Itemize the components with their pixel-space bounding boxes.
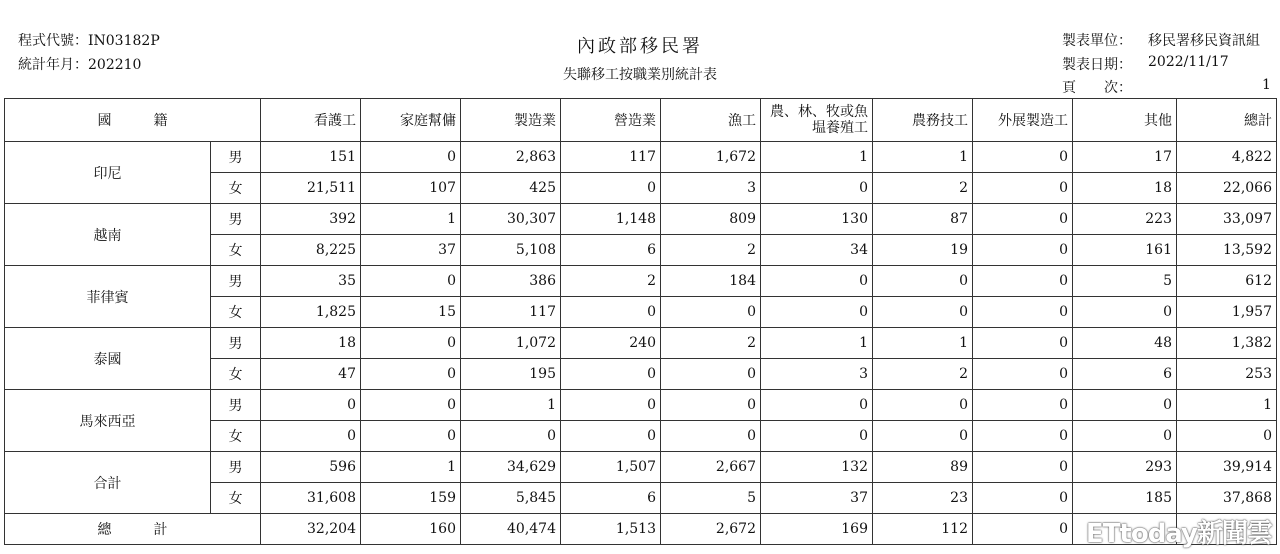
manufacturing-grand-total: 40,474 xyxy=(461,514,561,545)
manufacturing-value: 30,307 xyxy=(461,204,561,235)
caregiver-value: 35 xyxy=(261,266,361,297)
construction-value: 0 xyxy=(561,390,661,421)
other-value: 6 xyxy=(1073,359,1177,390)
caregiver-value: 47 xyxy=(261,359,361,390)
sex-cell: 男 xyxy=(211,452,261,483)
table-row xyxy=(5,390,1277,421)
sex-cell: 男 xyxy=(211,266,261,297)
sex-cell: 男 xyxy=(211,328,261,359)
grand-total-label: 總 計 xyxy=(5,514,261,545)
total-value: 33,097 xyxy=(1177,204,1277,235)
outreach-manufacturing-value: 0 xyxy=(973,483,1073,514)
domestic-helper-value: 1 xyxy=(361,204,461,235)
stat-month: 統計年月：202210 xyxy=(18,57,142,73)
agriculture-value: 34 xyxy=(761,235,873,266)
caregiver-value: 1,825 xyxy=(261,297,361,328)
agriculture-value: 0 xyxy=(761,173,873,204)
nationality-cell: 合計 xyxy=(5,452,211,514)
farm-technician-value: 1 xyxy=(873,328,973,359)
agriculture-value: 132 xyxy=(761,452,873,483)
manufacturing-value: 2,863 xyxy=(461,142,561,173)
fishery-value: 184 xyxy=(661,266,761,297)
caregiver-value: 0 xyxy=(261,421,361,452)
caregiver-value: 151 xyxy=(261,142,361,173)
total-value: 22,066 xyxy=(1177,173,1277,204)
agriculture-value: 1 xyxy=(761,142,873,173)
domestic-helper-value: 0 xyxy=(361,390,461,421)
outreach-manufacturing-grand-total: 0 xyxy=(973,514,1073,545)
domestic-helper-value: 0 xyxy=(361,266,461,297)
sex-cell: 女 xyxy=(211,235,261,266)
other-value: 0 xyxy=(1073,390,1177,421)
fishery-grand-total: 2,672 xyxy=(661,514,761,545)
other-value: 18 xyxy=(1073,173,1177,204)
construction-value: 6 xyxy=(561,235,661,266)
construction-value: 6 xyxy=(561,483,661,514)
agriculture-value: 130 xyxy=(761,204,873,235)
caregiver-value: 18 xyxy=(261,328,361,359)
agriculture-value: 0 xyxy=(761,297,873,328)
manufacturing-value: 117 xyxy=(461,297,561,328)
fishery-value: 2,667 xyxy=(661,452,761,483)
table-row xyxy=(5,204,1277,235)
domestic-helper-value: 37 xyxy=(361,235,461,266)
farm-technician-value: 2 xyxy=(873,359,973,390)
other-value: 293 xyxy=(1073,452,1177,483)
col-fishery: 漁工 xyxy=(661,99,761,142)
construction-grand-total: 1,513 xyxy=(561,514,661,545)
farm-technician-value: 2 xyxy=(873,173,973,204)
farm-technician-value: 87 xyxy=(873,204,973,235)
table-row xyxy=(5,328,1277,359)
sex-cell: 男 xyxy=(211,204,261,235)
sex-cell: 女 xyxy=(211,359,261,390)
col-outreach-manufacturing: 外展製造工 xyxy=(973,99,1073,142)
other-value: 48 xyxy=(1073,328,1177,359)
domestic-helper-value: 0 xyxy=(361,328,461,359)
manufacturing-value: 195 xyxy=(461,359,561,390)
outreach-manufacturing-value: 0 xyxy=(973,359,1073,390)
farm-technician-value: 1 xyxy=(873,142,973,173)
outreach-manufacturing-value: 0 xyxy=(973,390,1073,421)
construction-value: 0 xyxy=(561,173,661,204)
manufacturing-value: 0 xyxy=(461,421,561,452)
statistics-table xyxy=(4,98,1277,545)
farm-technician-value: 0 xyxy=(873,297,973,328)
fishery-value: 0 xyxy=(661,390,761,421)
domestic-helper-value: 0 xyxy=(361,421,461,452)
report-title: 失聯移工按職業別統計表 xyxy=(563,67,717,83)
manufacturing-value: 425 xyxy=(461,173,561,204)
nationality-cell: 馬來西亞 xyxy=(5,390,211,452)
col-manufacturing: 製造業 xyxy=(461,99,561,142)
construction-value: 240 xyxy=(561,328,661,359)
other-value: 223 xyxy=(1073,204,1177,235)
total-value: 37,868 xyxy=(1177,483,1277,514)
other-value: 17 xyxy=(1073,142,1177,173)
total-value: 612 xyxy=(1177,266,1277,297)
fishery-value: 5 xyxy=(661,483,761,514)
total-value: 13,592 xyxy=(1177,235,1277,266)
domestic-helper-value: 1 xyxy=(361,452,461,483)
outreach-manufacturing-value: 0 xyxy=(973,173,1073,204)
total-value: 1,382 xyxy=(1177,328,1277,359)
program-code: 程式代號：IN03182P xyxy=(18,33,160,49)
domestic-helper-value: 107 xyxy=(361,173,461,204)
nationality-cell: 越南 xyxy=(5,204,211,266)
construction-value: 2 xyxy=(561,266,661,297)
farm-technician-value: 19 xyxy=(873,235,973,266)
unit-label: 製表單位： xyxy=(1062,33,1132,49)
outreach-manufacturing-value: 0 xyxy=(973,266,1073,297)
caregiver-grand-total: 32,204 xyxy=(261,514,361,545)
fishery-value: 0 xyxy=(661,297,761,328)
page-label: 頁 次： xyxy=(1062,80,1132,96)
outreach-manufacturing-value: 0 xyxy=(973,235,1073,266)
manufacturing-value: 1 xyxy=(461,390,561,421)
agriculture-value: 0 xyxy=(761,421,873,452)
total-value: 1,957 xyxy=(1177,297,1277,328)
other-value: 5 xyxy=(1073,266,1177,297)
date-value: 2022/11/17 xyxy=(1148,54,1229,70)
date-label: 製表日期： xyxy=(1062,57,1132,73)
total-value: 253 xyxy=(1177,359,1277,390)
construction-value: 0 xyxy=(561,297,661,328)
caregiver-value: 8,225 xyxy=(261,235,361,266)
fishery-value: 0 xyxy=(661,359,761,390)
nationality-cell: 菲律賓 xyxy=(5,266,211,328)
domestic-helper-grand-total: 160 xyxy=(361,514,461,545)
total-value: 39,914 xyxy=(1177,452,1277,483)
construction-value: 1,148 xyxy=(561,204,661,235)
sex-cell: 女 xyxy=(211,483,261,514)
col-other: 其他 xyxy=(1073,99,1177,142)
col-total: 總計 xyxy=(1177,99,1277,142)
construction-value: 117 xyxy=(561,142,661,173)
fishery-value: 3 xyxy=(661,173,761,204)
manufacturing-value: 386 xyxy=(461,266,561,297)
manufacturing-value: 1,072 xyxy=(461,328,561,359)
construction-value: 0 xyxy=(561,359,661,390)
fishery-value: 809 xyxy=(661,204,761,235)
agriculture-value: 3 xyxy=(761,359,873,390)
nationality-cell: 印尼 xyxy=(5,142,211,204)
manufacturing-value: 5,845 xyxy=(461,483,561,514)
farm-technician-value: 0 xyxy=(873,421,973,452)
caregiver-value: 21,511 xyxy=(261,173,361,204)
farm-technician-value: 23 xyxy=(873,483,973,514)
agriculture-value: 0 xyxy=(761,390,873,421)
manufacturing-value: 34,629 xyxy=(461,452,561,483)
sex-cell: 女 xyxy=(211,297,261,328)
total-value: 1 xyxy=(1177,390,1277,421)
total-value: 0 xyxy=(1177,421,1277,452)
farm-technician-value: 89 xyxy=(873,452,973,483)
fishery-value: 2 xyxy=(661,235,761,266)
other-value: 0 xyxy=(1073,297,1177,328)
other-value: 185 xyxy=(1073,483,1177,514)
domestic-helper-value: 15 xyxy=(361,297,461,328)
table-body xyxy=(5,142,1277,545)
table-row xyxy=(5,452,1277,483)
caregiver-value: 392 xyxy=(261,204,361,235)
other-value: 161 xyxy=(1073,235,1177,266)
outreach-manufacturing-value: 0 xyxy=(973,452,1073,483)
caregiver-value: 596 xyxy=(261,452,361,483)
domestic-helper-value: 0 xyxy=(361,359,461,390)
col-caregiver: 看護工 xyxy=(261,99,361,142)
table-row xyxy=(5,142,1277,173)
caregiver-value: 31,608 xyxy=(261,483,361,514)
total-value: 4,822 xyxy=(1177,142,1277,173)
col-nationality: 國 籍 xyxy=(5,99,261,142)
caregiver-value: 0 xyxy=(261,390,361,421)
col-domestic-helper: 家庭幫傭 xyxy=(361,99,461,142)
unit-value: 移民署移民資訊組 xyxy=(1148,33,1260,49)
watermark-logo: ETtoday新聞雲 xyxy=(1085,519,1272,549)
farm-technician-value: 0 xyxy=(873,266,973,297)
agriculture-grand-total: 169 xyxy=(761,514,873,545)
col-construction: 營造業 xyxy=(561,99,661,142)
other-value: 0 xyxy=(1073,421,1177,452)
manufacturing-value: 5,108 xyxy=(461,235,561,266)
sex-cell: 男 xyxy=(211,390,261,421)
page-value: 1 xyxy=(1262,77,1271,93)
outreach-manufacturing-value: 0 xyxy=(973,204,1073,235)
domestic-helper-value: 159 xyxy=(361,483,461,514)
farm-technician-value: 0 xyxy=(873,390,973,421)
agriculture-value: 37 xyxy=(761,483,873,514)
col-farm-technician: 農務技工 xyxy=(873,99,973,142)
construction-value: 1,507 xyxy=(561,452,661,483)
table-row xyxy=(5,266,1277,297)
sex-cell: 女 xyxy=(211,173,261,204)
sex-cell: 男 xyxy=(211,142,261,173)
sex-cell: 女 xyxy=(211,421,261,452)
fishery-value: 1,672 xyxy=(661,142,761,173)
agriculture-value: 1 xyxy=(761,328,873,359)
agriculture-value: 0 xyxy=(761,266,873,297)
header-row xyxy=(5,99,1277,142)
fishery-value: 0 xyxy=(661,421,761,452)
nationality-cell: 泰國 xyxy=(5,328,211,390)
outreach-manufacturing-value: 0 xyxy=(973,297,1073,328)
farm-technician-grand-total: 112 xyxy=(873,514,973,545)
agency-title: 內政部移民署 xyxy=(577,36,703,57)
outreach-manufacturing-value: 0 xyxy=(973,421,1073,452)
construction-value: 0 xyxy=(561,421,661,452)
domestic-helper-value: 0 xyxy=(361,142,461,173)
fishery-value: 2 xyxy=(661,328,761,359)
outreach-manufacturing-value: 0 xyxy=(973,328,1073,359)
col-agriculture: 農、林、牧或魚塭養殖工 xyxy=(761,99,873,142)
outreach-manufacturing-value: 0 xyxy=(973,142,1073,173)
